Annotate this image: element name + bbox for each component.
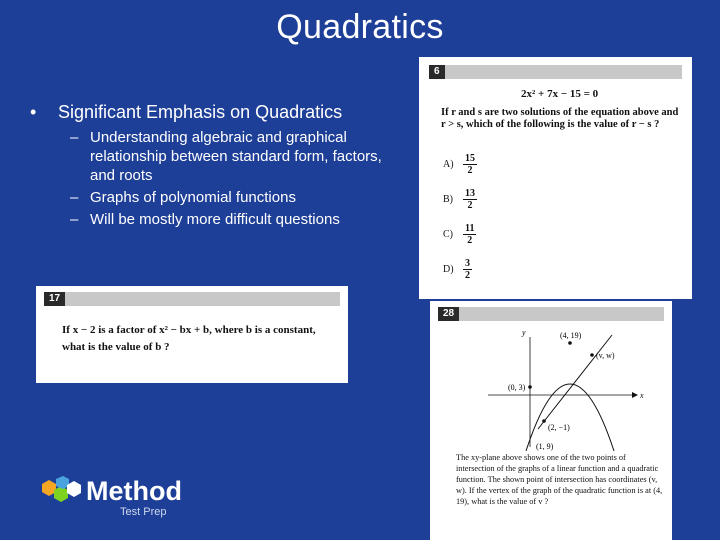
question-28-card bbox=[430, 301, 672, 540]
vertex-point bbox=[568, 341, 572, 345]
main-bullet bbox=[30, 100, 410, 124]
choice-letter: D) bbox=[443, 264, 454, 275]
numerator: 11 bbox=[465, 223, 475, 234]
denominator: 2 bbox=[465, 270, 470, 281]
method-logo-icon bbox=[36, 476, 86, 506]
y-intercept-point bbox=[528, 385, 532, 389]
x-axis-label: x bbox=[640, 391, 644, 400]
logo-tagline: Test Prep bbox=[120, 506, 167, 518]
answer-choice-a bbox=[443, 153, 477, 176]
denominator: 2 bbox=[467, 235, 473, 246]
bullet-marker: • bbox=[30, 102, 37, 122]
question-number: 17 bbox=[44, 292, 65, 306]
choice-fraction bbox=[463, 223, 476, 246]
bullet-list bbox=[30, 100, 410, 232]
choice-fraction bbox=[463, 153, 477, 176]
choice-letter: A) bbox=[443, 159, 454, 170]
main-bullet-text: Significant Emphasis on Quadratics bbox=[58, 102, 343, 122]
lower-point-label: (1, 9) bbox=[536, 442, 554, 451]
question-header-bar bbox=[44, 292, 340, 306]
question-6-card bbox=[419, 57, 692, 299]
intersection-label: (v, w) bbox=[596, 351, 615, 360]
sub-bullet-text: Will be mostly more difficult questions bbox=[90, 211, 340, 228]
sub-bullet-marker: – bbox=[70, 129, 79, 146]
sub-bullet-text: Understanding algebraic and graphical relationship between standard form, factors, and roots bbox=[90, 129, 382, 184]
question-text: If r and s are two solutions of the equation above and r > s, which of the following is the value of r − s ? bbox=[441, 107, 679, 130]
numerator: 3 bbox=[465, 258, 470, 269]
question-equation: 2x² + 7x − 15 = 0 bbox=[521, 88, 599, 100]
line-point bbox=[542, 419, 546, 423]
sub-bullet-marker: – bbox=[70, 211, 79, 228]
x-axis-arrow bbox=[632, 392, 638, 398]
slide-title: Quadratics bbox=[276, 8, 444, 46]
denominator: 2 bbox=[467, 165, 473, 176]
parabola-curve bbox=[526, 384, 614, 451]
choice-fraction bbox=[463, 188, 477, 211]
question-number: 28 bbox=[438, 307, 459, 321]
sub-bullet bbox=[70, 128, 410, 185]
logo-wordmark: Method bbox=[86, 475, 182, 506]
y-axis-label: y bbox=[522, 328, 526, 337]
parabola-graph bbox=[480, 325, 650, 453]
sub-bullet-text: Graphs of polynomial functions bbox=[90, 189, 296, 206]
question-number: 6 bbox=[429, 65, 445, 79]
intersection-point bbox=[590, 353, 594, 357]
line-point-label: (2, −1) bbox=[548, 423, 570, 432]
question-header-bar bbox=[429, 65, 682, 79]
answer-choice-d bbox=[443, 258, 472, 281]
question-17-card bbox=[36, 286, 348, 383]
logo-hexagon-orange bbox=[42, 480, 56, 496]
linear-function-line bbox=[538, 335, 612, 429]
y-intercept-label: (0, 3) bbox=[508, 383, 526, 392]
question-header-bar bbox=[438, 307, 664, 321]
sub-bullet bbox=[70, 188, 410, 207]
denominator: 2 bbox=[467, 200, 473, 211]
vertex-label: (4, 19) bbox=[560, 331, 582, 340]
answer-choice-b bbox=[443, 188, 477, 211]
sub-bullet-list bbox=[70, 128, 410, 229]
question-text: If x − 2 is a factor of x² − bx + b, where b is a constant, what is the value of b ? bbox=[62, 324, 316, 353]
answer-choice-c bbox=[443, 223, 476, 246]
method-test-prep-logo bbox=[36, 475, 182, 518]
logo-hexagon-white bbox=[67, 481, 81, 497]
question-text: The xy-plane above shows one of the two points of intersection of the graphs of a linear function and a quadratic function. The shown point of intersection has coordinates (v, w). If the vertex of the graph of the quadratic function is at (4, 19), what is the value of v ? bbox=[456, 453, 663, 506]
sub-bullet bbox=[70, 210, 410, 229]
logo-hexagon-green bbox=[54, 486, 68, 502]
choice-letter: C) bbox=[443, 229, 453, 240]
numerator: 15 bbox=[465, 153, 475, 164]
sub-bullet-marker: – bbox=[70, 189, 79, 206]
choice-letter: B) bbox=[443, 194, 453, 205]
choice-fraction bbox=[463, 258, 472, 281]
numerator: 13 bbox=[465, 188, 475, 199]
